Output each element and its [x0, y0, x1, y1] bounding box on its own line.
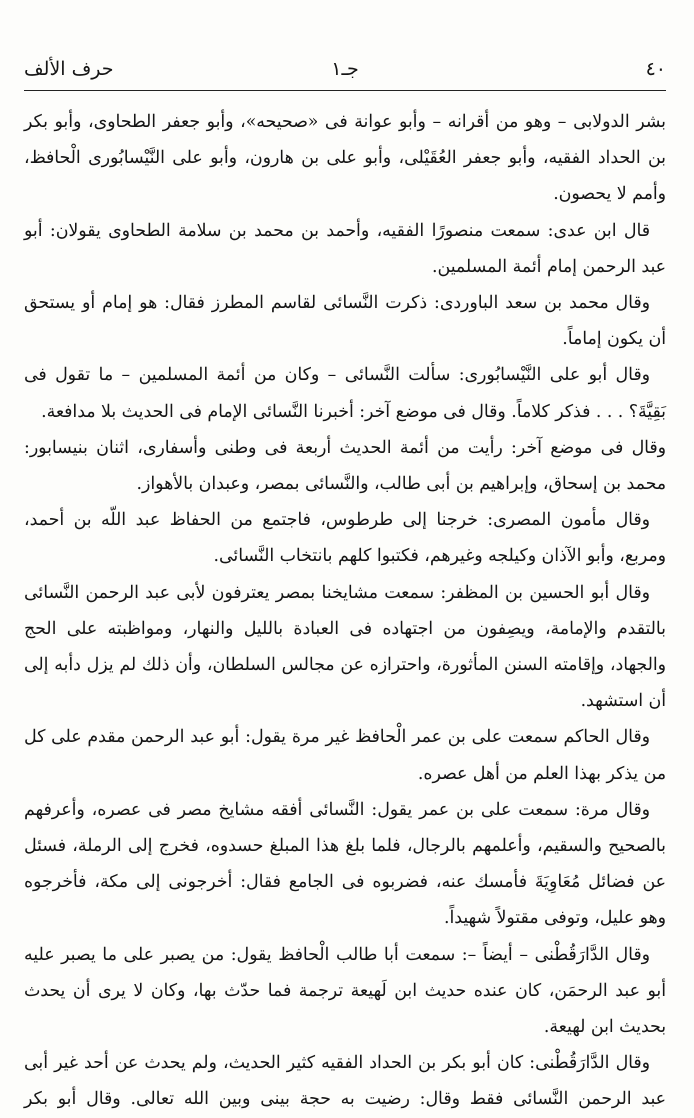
paragraph: وقال الحاكم سمعت على بن عمر الْحافظ غير مرة يقول: أبو عبد الرحمن مقدم على كل من يذكر بهذا العلم من أهل عصره.	[24, 727, 666, 784]
paragraph: بشر الدولابى – وهو من أقرانه – وأبو عوانة فى «صحيحه»، وأبو جعفر الطحاوى، وأبو بكر بن الحداد الفقيه، وأبو جعفر العُقَيْلى، وأبو على بن هارون، وأبو على النَّيْسابُورى الْحافظ، وأمم لا يحصون.	[24, 112, 666, 205]
paragraph: وقال الدَّارَقُطْنى – أيضاً –: سمعت أبا طالب الْحافظ يقول: من يصبر على ما يصبر عليه أبو عبد الرحمَن، كان عنده حديث ابن لَهيعة ترجمة فما حدّث بها، وكان لا يرى أن يحدث بحديث ابن لهيعة.	[24, 944, 666, 1038]
paragraph: وقال أبو الحسين بن المظفر: سمعت مشايخنا بمصر يعترفون لأبى عبد الرحمن النَّسائى بالتقدم والإمامة، ويصِفون من اجتهاده فى العبادة بالليل والنهار، ومواظبته على الحج والجهاد، وإقامته السنن المأثورة، واحترازه عن مجالس السلطان، وأن ذلك لم يزل دأبه إلى أن استشهد.	[24, 582, 666, 712]
paragraph: وقال محمد بن سعد الباوردى: ذكرت النَّسائى لقاسم المطرز فقال: هو إمام أو يستحق أن يكون إماماً.	[24, 293, 666, 350]
text-body	[24, 104, 666, 1118]
paragraph: وقال أبو على النَّيْسابُورى: سألت النَّسائى – وكان من أئمة المسلمين – ما تقول فى بَقِيَّةَ؟ . . . فذكر كلاماً. وقال فى موضع آخر: أخبرنا النَّسائى الإمام فى الحديث بلا مدافعة.	[24, 365, 666, 422]
volume-number: جـ١	[331, 58, 359, 80]
paragraph: وقال مأمون المصرى: خرجنا إلى طرطوس، فاجتمع من الحفاظ عبد اللّه بن أحمد، ومربع، وأبو الآذان وكيلجه وغيرهم، فكتبوا كلهم بانتخاب النَّسائى.	[24, 510, 666, 567]
paragraph: وقال الدَّارَقُطْنى: كان أبو بكر بن الحداد الفقيه كثير الحديث، ولم يحدث عن أحد غير أبى عبد الرحمن النَّسائى فقط وقال: رضيت به حجة بينى وبين الله تعالى. وقال أبو بكر	[24, 1053, 666, 1110]
running-header	[24, 56, 666, 90]
paragraph: وقال مرة: سمعت على بن عمر يقول: النَّسائى أفقه مشايخ مصر فى عصره، وأعرفهم بالصحيح والسقيم، وأعلمهم بالرجال، فلما بلغ هذا المبلغ حسدوه، فخرج إلى الرملة، فسئل عن فضائل مُعَاوِيَةَ فأمسك عنه، فضربوه فى الجامع فقال: أخرجونى إلى مكة، فأخرجوه وهو عليل، وتوفى مقتولاً شهيداً.	[24, 799, 666, 929]
paragraph: قال ابن عدى: سمعت منصورًا الفقيه، وأحمد بن محمد بن سلامة الطحاوى يقولان: أبو عبد الرحمن إمام أئمة المسلمين.	[24, 220, 666, 277]
section-title: حرف الألف	[24, 58, 114, 80]
paragraph: وقال فى موضع آخر: رأيت من أئمة الحديث أربعة فى وطنى وأسفارى، اثنان بنيسابور: محمد بن إسحاق، وإبراهيم بن أبى طالب، والنَّسائى بمصر، وعبدان بالأهواز.	[24, 437, 666, 495]
page-number: ٤٠	[645, 58, 666, 80]
header-rule	[24, 90, 666, 91]
